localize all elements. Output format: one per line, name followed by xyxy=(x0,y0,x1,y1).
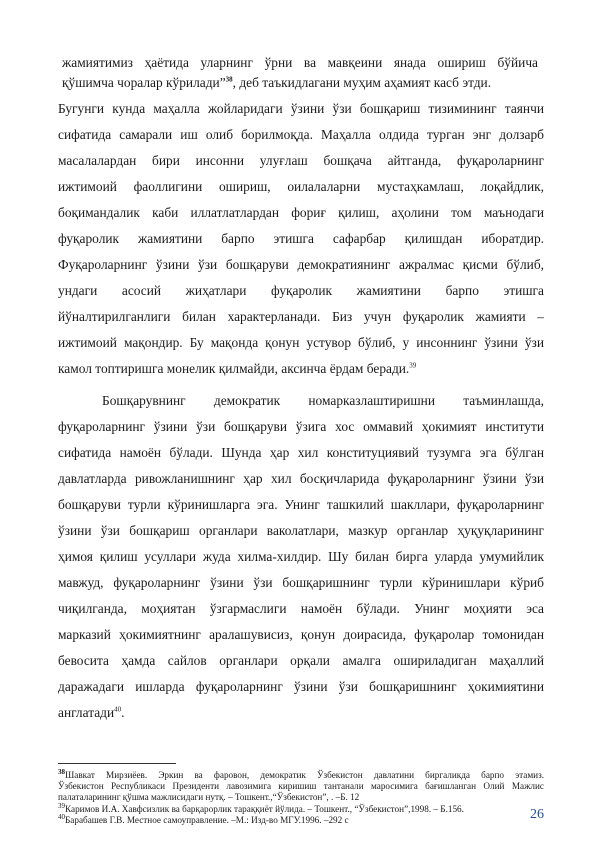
text-line: сифатида самарали иш олиб борилмоқда. Маҳалла олдида турган энг долзарб xyxy=(58,127,544,142)
text-line: бошқаруви турли кўринишларга эга. Унинг ташкилий шакллари, фуқароларнинг xyxy=(58,497,544,512)
text-line: Бошқарувнинг демократик номарказлаштиришни таъминлашда, xyxy=(102,393,544,408)
text-line: ўзини ўзи бошқариш органлари ваколатлари, мазкур органлар ҳуқуқларининг xyxy=(58,523,544,538)
text-line: Бугунги кунда маҳалла жойларидаги ўзини ўзи бошқариш тизимининг таянчи xyxy=(58,101,544,116)
footnote-number: 38 xyxy=(58,767,65,776)
text-line: фуқароларнинг ўзини ўзи бошқаруви ўзига хос оммавий ҳокимият институти xyxy=(58,419,544,434)
text-line: ижтимоий фаоллигини ошириш, оилалаларни мустаҳкамлаш, лоқайдлик, xyxy=(58,179,544,194)
text-line: фуқаролик жамиятини барпо этишга сафарбар қилишдан иборатдир. xyxy=(58,231,544,246)
text-line: боқимандалик каби иллатлатлардан фориғ қилиш, аҳолини том маънодаги xyxy=(58,205,544,220)
footnote-number: 40 xyxy=(58,812,65,821)
text-line: бевосита ҳамда сайлов органлари орқали амалга ошириладиган маҳаллий xyxy=(58,653,544,668)
footnote-38: $^{38}$Шавкат Мирзиёев. Эркин ва фаровон, демократик Ўзбекистон давлатини биргаликда барпо этамиз. xyxy=(58,767,544,780)
text-line: давлатларда ривожланишнинг ҳар хил босқичларида фуқароларнинг ўзини ўзи xyxy=(58,471,544,486)
footnote-38-line: Ўзбекистон Республикаси Президенти лавозимига киришиш тантанали маросимига бағишланган Олий Мажлис xyxy=(58,781,544,791)
text-line: англатади$^{40}$. xyxy=(58,705,125,720)
text-line: марказий ҳокимиятнинг аралашувисиз, қонун доирасида, фуқаролар томонидан xyxy=(58,627,544,642)
text-line: сифатида намоён бўлади. Шунда ҳар хил конституциявий тузумга эга бўлган xyxy=(58,445,544,460)
text-line: даражадаги ишларда фуқароларнинг ўзини ўзи бошқаришнинг ҳокимиятини xyxy=(58,679,544,694)
text-line: қўшимча чоралар кўрилади”$^{38}$, деб таъкидлагани муҳим аҳамият касб этди. xyxy=(62,75,492,90)
text-line: мавжуд, фуқароларнинг ўзини ўзи бошқаришнинг турли кўринишлари кўриб xyxy=(58,575,544,590)
text-line: ижтимоий мақондир. Бу мақонда қонун устувор бўлиб, у инсоннинг ўзини ўзи xyxy=(58,335,544,350)
footnote-number: 39 xyxy=(58,801,65,810)
footnote-ref: 38 xyxy=(225,75,233,84)
footnote-40: $^{40}$Барабашев Г.В. Местное самоуправление. –М.: Изд-во МГУ.1996. –292 с xyxy=(58,812,349,825)
page-number: 26 xyxy=(530,807,544,822)
footnote-39: $^{39}$Каримов И.А. Хавфсизлик ва барқарорлик тараққиёт йўлида. – Тошкент., “Ўзбекистон”,1998. – Б.156. xyxy=(58,801,464,814)
text-line: жамиятимиз ҳаётида уларнинг ўрни ва мавқеини янада ошириш бўйича xyxy=(62,55,538,70)
footnote-ref: 40 xyxy=(114,705,122,714)
text-line: ундаги асосий жиҳатлари фуқаролик жамиятини барпо этишга xyxy=(58,283,544,298)
text-line: чиқилганда, моҳиятан ўзгармаслиги намоён бўлади. Унинг моҳияти эса xyxy=(58,601,544,616)
footnote-38-line: палаталарининг қўшма мажлисидаги нутқ. – Тошкент.,“Ўзбекистон”, . –Б. 12 xyxy=(58,792,360,802)
footnote-ref: 39 xyxy=(409,361,417,370)
text-line: камол топтиришга монелик қилмайди, аксинча ёрдам беради.$^{39}$ xyxy=(58,361,417,376)
text-line: ҳимоя қилиш усуллари жуда хилма-хилдир. Шу билан бирга уларда умумийлик xyxy=(58,549,544,564)
text-line: масалалардан бири инсонни улуғлаш бошқача айтганда, фуқароларнинг xyxy=(58,153,544,168)
footnote-separator xyxy=(58,763,176,764)
text-line: Фуқароларнинг ўзини ўзи бошқаруви демократиянинг ажралмас қисми бўлиб, xyxy=(58,257,544,272)
text-line: йўналтирилганлиги билан характерланади. Биз учун фуқаролик жамияти – xyxy=(58,309,544,324)
